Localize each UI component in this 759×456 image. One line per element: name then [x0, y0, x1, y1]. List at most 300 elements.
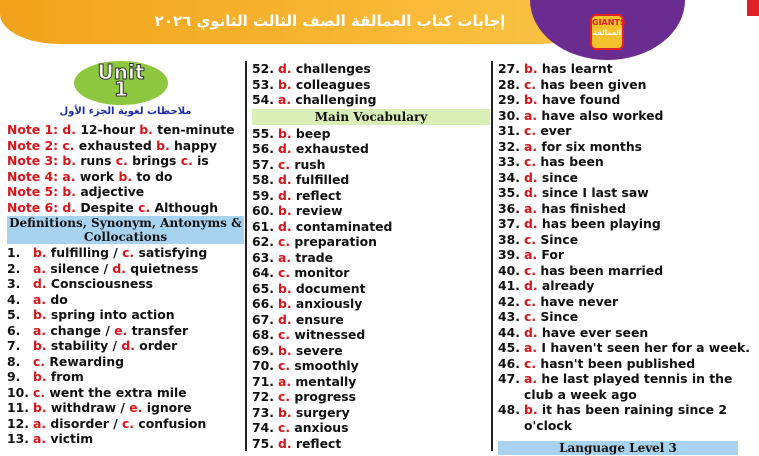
answer-letter: a.: [524, 200, 538, 216]
answer-text: ever: [536, 123, 572, 138]
answer-text: is: [192, 153, 209, 168]
page-title: إجابات كتاب العمالقة الصف الثالث الثانوي ٢٠٢٦: [154, 12, 506, 30]
answer-text: exhausted: [74, 137, 157, 153]
answer-text: ensure: [291, 311, 344, 327]
item-number: 70.: [252, 358, 274, 373]
item-number: 28.: [498, 76, 520, 92]
answer-text: has been married: [536, 262, 664, 278]
answer-text: change /: [46, 322, 115, 338]
answer-row: [498, 108, 738, 124]
answer-row: [252, 405, 490, 421]
answer-text: since: [537, 169, 579, 185]
item-number: 29.: [498, 92, 520, 107]
answer-text: victim: [46, 431, 94, 446]
answer-text: to do: [132, 168, 173, 184]
answer-text: have also worked: [537, 107, 664, 123]
answer-letter: c.: [524, 309, 537, 324]
answer-row: [252, 436, 490, 452]
answer-text: contaminated: [291, 218, 393, 234]
answer-text: transfer: [127, 322, 189, 338]
answer-row: [498, 418, 738, 434]
answer-letter: b.: [278, 404, 292, 420]
answer-row: [252, 281, 490, 297]
answer-letter: d.: [524, 278, 538, 293]
answer-letter: d.: [524, 324, 538, 340]
answer-letter: c.: [524, 231, 537, 247]
answer-text: severe: [291, 342, 343, 358]
item-number: 59.: [252, 187, 274, 203]
item-number: 75.: [252, 435, 274, 451]
answer-row: [498, 387, 738, 403]
item-number: 54.: [252, 92, 274, 107]
answer-letter: c.: [524, 76, 537, 92]
item-number: Note 5:: [7, 184, 63, 199]
answer-text: progress: [290, 389, 357, 404]
answer-text: stability /: [46, 338, 122, 353]
answer-row: [7, 323, 244, 339]
answer-text: club a week ago: [524, 386, 637, 402]
answer-letter: b.: [278, 296, 292, 311]
answer-letter: a.: [33, 291, 47, 307]
answer-row: [7, 369, 244, 385]
item-number: 43.: [498, 309, 520, 324]
item-number: 32.: [498, 138, 520, 154]
column-divider: [245, 61, 247, 451]
answer-row: [252, 172, 490, 188]
answer-text: Since: [536, 309, 579, 324]
answer-letter: b.: [278, 280, 292, 296]
note-row: [7, 138, 244, 154]
answer-letter: d.: [62, 199, 76, 215]
section-heading: Definitions, Synonym, Antonyms & Collocations: [7, 216, 244, 244]
answer-letter: b.: [524, 402, 538, 417]
answer-row: [498, 325, 738, 341]
logo-text: GIANTS: [592, 18, 626, 27]
answer-letter: c.: [278, 265, 291, 280]
answer-row: [498, 294, 738, 310]
item-number: 66.: [252, 296, 274, 311]
header-banner: [0, 0, 600, 44]
answer-row: [252, 92, 490, 108]
answer-text: has finished: [537, 200, 626, 216]
item-number: Note 1:: [7, 122, 63, 137]
answer-row: [252, 61, 490, 77]
answer-text: surgery: [291, 404, 350, 420]
item-number: 1.: [7, 245, 21, 260]
answer-row: [252, 188, 490, 204]
section-heading: Language Level 3: [498, 441, 738, 455]
answer-text: ignore: [142, 400, 192, 415]
answer-letter: d.: [112, 260, 126, 276]
item-number: 58.: [252, 172, 274, 187]
answer-text: o'clock: [524, 417, 572, 433]
item-number: 4.: [7, 291, 21, 307]
item-number: 68.: [252, 327, 274, 342]
answer-row: [498, 371, 738, 387]
answer-text: challenges: [291, 61, 371, 76]
answer-row: [498, 77, 738, 93]
answer-letter: c.: [524, 154, 537, 169]
answer-text: I haven't seen her for a week.: [537, 340, 750, 355]
answer-row: [7, 416, 244, 432]
item-number: 36.: [498, 200, 520, 216]
answer-row: [252, 327, 490, 343]
answer-text: preparation: [290, 234, 377, 249]
answer-text: work: [75, 168, 119, 184]
note-row: [7, 153, 244, 169]
answer-letter: b.: [62, 184, 76, 199]
answer-letter: a.: [524, 138, 538, 154]
answer-row: [498, 309, 738, 325]
answer-row: [252, 296, 490, 312]
answer-text: for six months: [537, 138, 643, 154]
item-number: 63.: [252, 249, 274, 265]
answer-text: runs: [76, 153, 116, 168]
item-number: 57.: [252, 156, 274, 172]
answer-letter: b.: [139, 122, 153, 137]
answer-row: [7, 431, 244, 447]
answer-text: withdraw /: [46, 400, 130, 415]
answer-text: trade: [291, 249, 334, 265]
answer-letter: c.: [138, 199, 151, 215]
answer-row: [7, 385, 244, 401]
answer-letter: d.: [33, 276, 47, 291]
answer-text: happy: [169, 137, 217, 153]
answer-text: colleagues: [291, 76, 371, 92]
answer-text: have ever seen: [537, 324, 649, 340]
item-number: 64.: [252, 265, 274, 280]
item-number: 38.: [498, 231, 520, 247]
answer-letter: b.: [33, 369, 47, 384]
answer-row: [7, 400, 244, 416]
item-number: 74.: [252, 420, 274, 435]
unit-label: Unit: [97, 60, 145, 84]
answer-row: [252, 265, 490, 281]
answer-text: brings: [127, 153, 181, 168]
answer-row: [498, 92, 738, 108]
item-number: 12.: [7, 415, 29, 431]
item-number: 3.: [7, 276, 21, 291]
answer-row: [498, 340, 750, 356]
answer-letter: d.: [278, 435, 292, 451]
item-number: 52.: [252, 61, 274, 76]
answer-text: quietness: [125, 260, 199, 276]
answer-list: [498, 61, 750, 433]
answer-text: Since: [536, 231, 579, 247]
item-number: 33.: [498, 154, 520, 169]
answer-letter: a.: [33, 415, 47, 431]
answer-text: monitor: [290, 265, 350, 280]
answer-letter: b.: [278, 76, 292, 92]
answer-letter: c.: [62, 137, 75, 153]
answer-row: [252, 219, 490, 235]
column-2: [252, 61, 490, 451]
item-number: 47.: [498, 371, 520, 386]
item-number: 69.: [252, 342, 274, 358]
item-number: 61.: [252, 218, 274, 234]
answer-letter: d.: [278, 311, 292, 327]
answer-letter: a.: [278, 249, 292, 265]
answer-text: 12-hour: [76, 122, 140, 137]
note-row: [7, 200, 244, 216]
answer-letter: c.: [524, 262, 537, 278]
answer-text: Rewarding: [45, 353, 125, 369]
answer-letter: a.: [524, 107, 538, 123]
answer-text: has been playing: [537, 216, 661, 231]
answer-row: [498, 216, 738, 232]
note-row: [7, 169, 244, 185]
answer-row: [252, 203, 490, 219]
item-number: 8.: [7, 353, 21, 369]
item-number: 27.: [498, 61, 520, 76]
answer-letter: b.: [33, 338, 47, 353]
answer-row: [252, 389, 490, 405]
answer-row: [252, 250, 490, 266]
answer-text: review: [291, 203, 343, 218]
answer-letter: c.: [524, 355, 537, 371]
answer-letter: a.: [33, 260, 47, 276]
answer-letter: c.: [180, 153, 193, 168]
answer-row: [252, 343, 490, 359]
answer-text: anxiously: [291, 296, 363, 311]
answer-letter: a.: [524, 371, 538, 386]
column-3-footer: [498, 440, 738, 456]
item-number: 31.: [498, 123, 520, 138]
item-number: 71.: [252, 373, 274, 389]
item-number: 56.: [252, 141, 274, 156]
item-number: 10.: [7, 384, 29, 400]
answer-row: [498, 402, 738, 418]
item-number: 53.: [252, 76, 274, 92]
answer-text: reflect: [291, 435, 342, 451]
answer-text: has learnt: [537, 61, 613, 76]
answer-text: fulfilling /: [46, 245, 123, 260]
answer-row: [498, 170, 738, 186]
answer-text: it has been raining since 2: [537, 402, 727, 417]
answer-text: Despite: [76, 199, 139, 215]
answer-letter: a.: [524, 247, 538, 262]
answer-text: have never: [536, 293, 619, 309]
corner-mark: [747, 0, 759, 16]
item-number: 45.: [498, 340, 520, 355]
answer-text: smoothly: [290, 358, 359, 373]
answer-letter: b.: [278, 342, 292, 358]
item-number: 6.: [7, 322, 21, 338]
answer-text: already: [537, 278, 595, 293]
item-number: Note 6:: [7, 199, 63, 215]
answer-row: [7, 307, 244, 323]
answer-letter: c.: [33, 384, 46, 400]
answer-text: fulfilled: [291, 172, 350, 187]
answer-letter: b.: [118, 168, 133, 184]
answer-letter: c.: [122, 245, 135, 260]
answer-letter: a.: [62, 168, 76, 184]
answer-row: [498, 154, 738, 170]
answer-row: [498, 123, 738, 139]
answer-text: challenging: [291, 92, 377, 107]
answer-row: [498, 139, 738, 155]
answer-letter: c.: [278, 156, 291, 172]
item-number: Note 2:: [7, 137, 63, 153]
answer-row: [498, 201, 738, 217]
note-row: [7, 184, 244, 200]
item-number: 30.: [498, 107, 520, 123]
answer-letter: a.: [33, 322, 47, 338]
answer-text: Although: [150, 199, 219, 215]
answer-text: reflect: [291, 187, 342, 203]
answer-letter: c.: [524, 123, 537, 138]
item-number: 42.: [498, 293, 520, 309]
answer-letter: b.: [33, 307, 47, 322]
answer-text: document: [291, 280, 366, 296]
answer-text: from: [46, 369, 84, 384]
answer-text: silence /: [46, 260, 113, 276]
definitions-section: [7, 215, 244, 447]
answer-letter: c.: [278, 389, 291, 404]
item-number: 9.: [7, 369, 21, 384]
answer-letter: d.: [524, 169, 538, 185]
answer-row: [252, 312, 490, 328]
item-number: 72.: [252, 389, 274, 404]
answer-row: [498, 356, 738, 372]
answer-text: he last played tennis in the: [537, 371, 733, 386]
answer-text: do: [46, 291, 68, 307]
answer-letter: b.: [524, 92, 538, 107]
answer-letter: a.: [33, 431, 47, 446]
answer-text: rush: [290, 156, 326, 172]
giants-logo: [590, 14, 624, 50]
item-number: 41.: [498, 278, 520, 293]
answer-text: Consciousness: [46, 276, 153, 291]
answer-letter: c.: [278, 234, 291, 249]
answer-letter: b.: [33, 400, 47, 415]
answer-letter: c.: [278, 358, 291, 373]
answer-letter: d.: [524, 216, 538, 231]
answer-text: has been given: [536, 76, 647, 92]
answer-letter: d.: [121, 338, 135, 353]
column-3: [498, 61, 750, 433]
answer-text: For: [537, 247, 564, 262]
note-row: [7, 122, 244, 138]
answer-letter: c.: [33, 353, 46, 369]
answer-letter: e.: [114, 322, 128, 338]
answer-letter: a.: [278, 92, 292, 107]
item-number: 34.: [498, 169, 520, 185]
section-subtitle: ملاحظات لغوية الجزء الأول: [59, 106, 192, 117]
item-number: 65.: [252, 280, 274, 296]
item-number: 48.: [498, 402, 520, 417]
item-number: 55.: [252, 125, 274, 141]
answer-letter: d.: [278, 172, 292, 187]
answer-text: exhausted: [291, 141, 369, 156]
item-number: 35.: [498, 185, 520, 200]
answer-text: have found: [537, 92, 621, 107]
item-number: 5.: [7, 307, 21, 322]
answer-text: anxious: [290, 420, 349, 435]
section-heading: Main Vocabulary: [252, 109, 490, 125]
answer-letter: b.: [278, 125, 292, 141]
answer-row: [252, 420, 490, 436]
answer-row: [498, 232, 738, 248]
answer-letter: a.: [524, 340, 538, 355]
answer-letter: c.: [278, 327, 291, 342]
answer-row: [7, 338, 244, 354]
answer-letter: c.: [122, 415, 135, 431]
unit-badge: [74, 61, 168, 105]
answer-row: [252, 358, 490, 374]
answer-list: [252, 61, 490, 108]
answer-text: ten-minute: [152, 122, 235, 137]
answer-letter: b.: [156, 137, 170, 153]
item-number: 7.: [7, 338, 21, 353]
answer-row: [7, 354, 244, 370]
answer-list: [252, 126, 490, 452]
item-number: 40.: [498, 262, 520, 278]
item-number: 11.: [7, 400, 29, 415]
unit-number: 1: [114, 77, 128, 101]
item-number: Note 3:: [7, 153, 63, 168]
answer-text: witnessed: [290, 327, 366, 342]
item-number: 39.: [498, 247, 520, 262]
answer-text: beep: [291, 125, 331, 141]
answer-letter: a.: [278, 373, 292, 389]
answer-row: [7, 245, 244, 261]
answer-letter: c.: [278, 420, 291, 435]
item-number: [498, 418, 524, 434]
answer-text: since I last saw: [537, 185, 649, 200]
item-number: Note 4:: [7, 168, 63, 184]
answer-text: mentally: [291, 373, 357, 389]
answer-letter: d.: [278, 218, 292, 234]
item-number: 2.: [7, 260, 21, 276]
answer-text: order: [134, 338, 178, 353]
answer-row: [252, 141, 490, 157]
item-number: [498, 387, 524, 403]
answer-row: [7, 292, 244, 308]
item-number: 67.: [252, 311, 274, 327]
notes-list: [7, 122, 244, 215]
answer-letter: d.: [524, 185, 538, 200]
logo-text-arabic: العمالقة: [592, 29, 622, 37]
answer-letter: d.: [278, 141, 292, 156]
item-number: 46.: [498, 355, 520, 371]
item-number: 13.: [7, 431, 29, 446]
answer-text: has been: [536, 154, 604, 169]
answer-letter: d.: [278, 61, 292, 76]
item-number: 37.: [498, 216, 520, 231]
answer-list: [7, 245, 244, 447]
answer-letter: c.: [524, 293, 537, 309]
answer-letter: c.: [115, 153, 128, 168]
answer-text: adjective: [76, 184, 145, 199]
answer-letter: b.: [278, 203, 292, 218]
answer-letter: e.: [129, 400, 143, 415]
answer-row: [498, 61, 738, 77]
answer-text: spring into action: [46, 307, 175, 322]
item-number: 60.: [252, 203, 274, 218]
answer-text: disorder /: [46, 415, 123, 431]
answer-row: [498, 278, 738, 294]
answer-row: [252, 126, 490, 142]
answer-letter: d.: [62, 122, 76, 137]
item-number: 73.: [252, 404, 274, 420]
answer-row: [252, 374, 490, 390]
answer-letter: b.: [62, 153, 76, 168]
answer-row: [498, 247, 738, 263]
answer-row: [498, 263, 738, 279]
answer-row: [252, 77, 490, 93]
answer-row: [498, 185, 738, 201]
